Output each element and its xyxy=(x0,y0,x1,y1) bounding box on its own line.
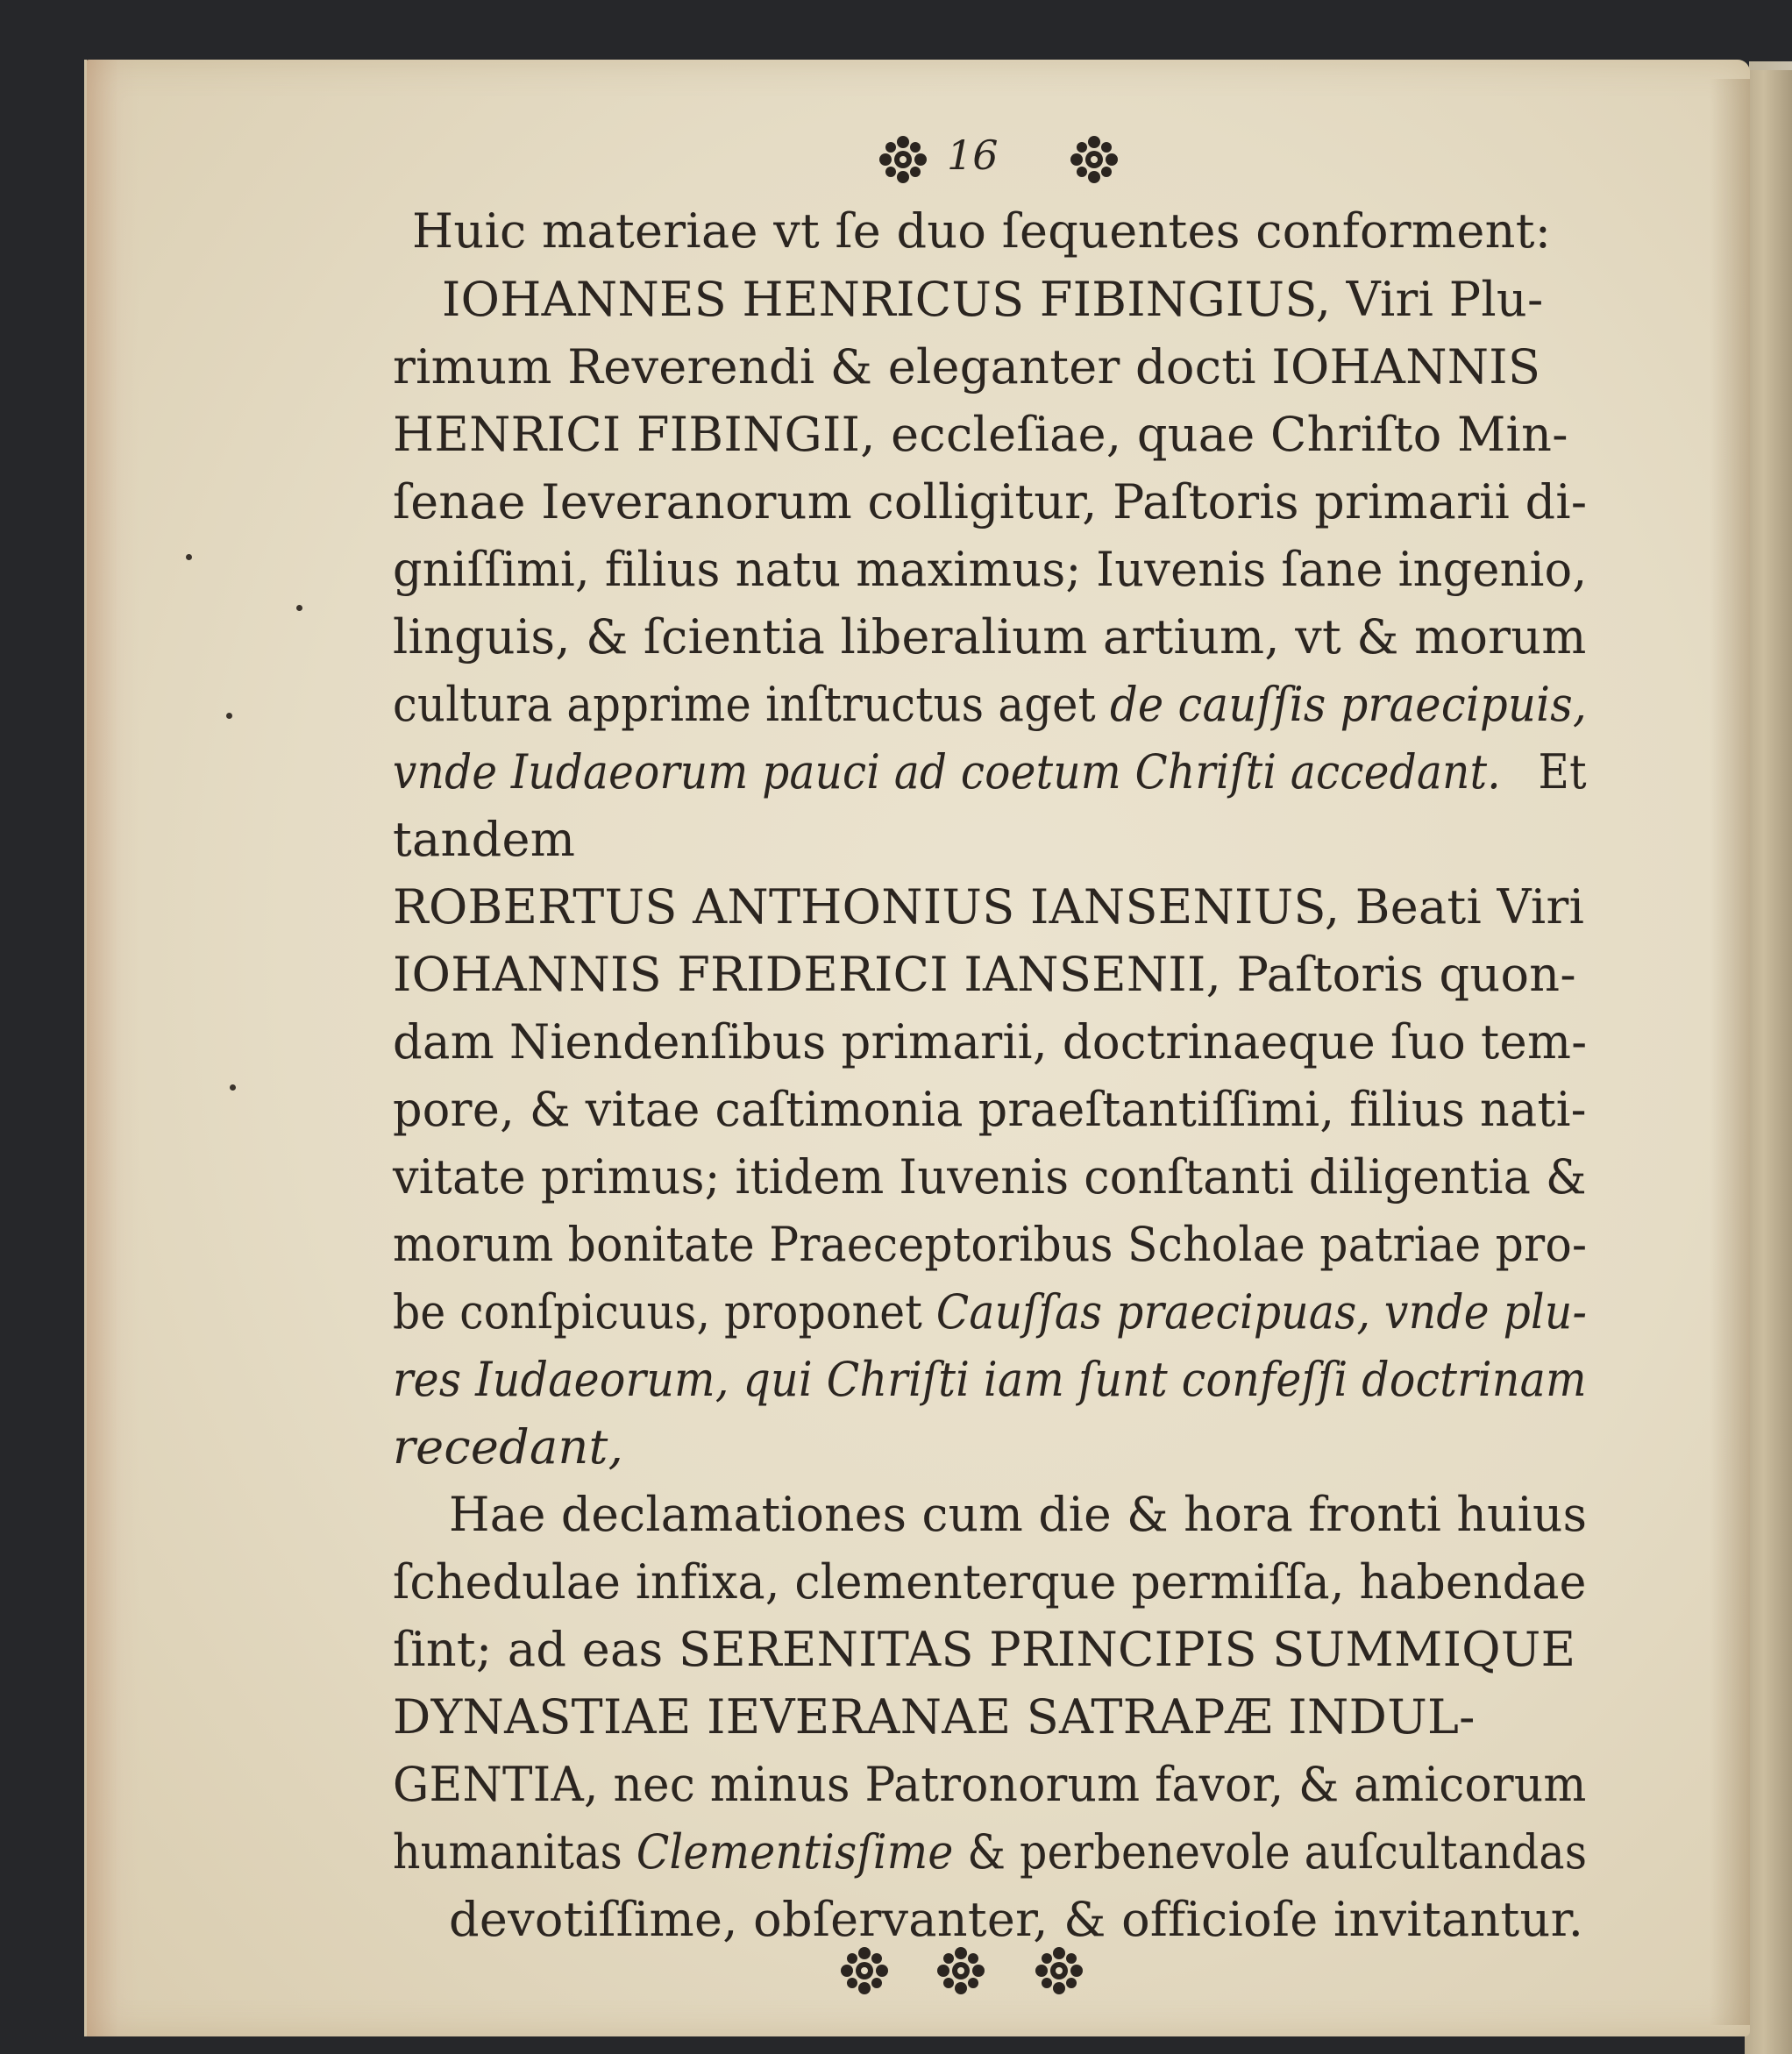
text-line: res Iudaeorum, qui Chriſti iam ſunt confeſſi doctrinam xyxy=(393,1352,1587,1407)
text-line: Hae declamationes cum die & hora fronti huius xyxy=(449,1487,1588,1542)
text-line: dam Niendenſibus primarii, doctrinaeque ſuo tem- xyxy=(393,1014,1588,1070)
text-line: vitate primus; itidem Iuvenis conſtanti diligentia & xyxy=(393,1149,1587,1205)
text-line: rimum Reverendi & eleganter docti IOHANNIS xyxy=(393,339,1541,394)
text-line: pore, & vitae caſtimonia praeſtantiſſimi, filius nati- xyxy=(393,1082,1587,1137)
text-span: cultura apprime inſtructus aget xyxy=(393,677,1096,732)
italic-span: de cauſſis praecipuis, xyxy=(1109,677,1588,732)
text-line: IOHANNIS FRIDERICI IANSENII, Paſtoris quon- xyxy=(393,947,1576,1002)
text-line: tandem xyxy=(393,812,576,867)
page-number: 16 xyxy=(947,131,999,179)
text-line: morum bonitate Praeceptoribus Scholae patriae pro- xyxy=(393,1217,1588,1272)
text-line: IOHANNES HENRICUS FIBINGIUS, Viri Plu- xyxy=(442,272,1544,327)
header-ornament-right-icon xyxy=(1070,135,1119,184)
text-line: Huic materiae vt ſe duo ſequentes conforment: xyxy=(412,203,1552,259)
text-line: ſchedulae infixa, clementerque permiſſa, habendae xyxy=(393,1554,1587,1610)
text-line: ROBERTUS ANTHONIUS IANSENIUS, Beati Viri xyxy=(393,879,1585,935)
margin-speck xyxy=(226,713,232,719)
page-right-edge xyxy=(1710,79,1750,2025)
text-line: ſenae Ieveranorum colligitur, Paſtoris primarii di- xyxy=(393,474,1588,529)
text-line: DYNASTIAE IEVERANAE SATRAPÆ INDUL- xyxy=(393,1689,1476,1745)
text-line xyxy=(393,1284,1587,1340)
footer-ornament-icon xyxy=(840,1946,889,1995)
text-line: recedant, xyxy=(393,1419,624,1475)
footer-ornament-icon xyxy=(936,1946,985,1995)
margin-speck xyxy=(296,605,302,611)
page-left-edge xyxy=(84,60,139,2036)
margin-speck xyxy=(186,554,192,560)
text-line xyxy=(393,677,1587,732)
italic-span: Clementisſime xyxy=(636,1824,954,1880)
text-span: & perbenevole auſcultandas xyxy=(967,1824,1588,1880)
margin-speck xyxy=(230,1084,236,1091)
text-line: ſint; ad eas SERENITAS PRINCIPIS SUMMIQUE xyxy=(393,1622,1576,1677)
text-line xyxy=(393,744,1587,800)
book-spine-strip xyxy=(1745,70,1792,2054)
header-ornament-left-icon xyxy=(878,135,928,184)
text-span: be conſpicuus, proponet xyxy=(393,1284,923,1340)
text-line: HENRICI FIBINGII, eccleſiae, quae Chriſto Min- xyxy=(393,407,1568,462)
footer-ornament-icon xyxy=(1035,1946,1084,1995)
text-line: gniſſimi, filius natu maximus; Iuvenis ſane ingenio, xyxy=(393,542,1588,597)
italic-span: Cauſſas praecipuas, vnde plu- xyxy=(935,1284,1588,1340)
text-span: Et xyxy=(1538,744,1587,800)
text-line xyxy=(393,1824,1587,1880)
text-span: humanitas xyxy=(393,1824,623,1880)
text-line: devotiſſime, obſervanter, & officioſe invitantur. xyxy=(449,1892,1584,1947)
text-line: GENTIA, nec minus Patronorum favor, & amicorum xyxy=(393,1757,1587,1812)
italic-span: vnde Iudaeorum pauci ad coetum Chriſti accedant. xyxy=(393,744,1501,800)
text-line: linguis, & ſcientia liberalium artium, vt & morum xyxy=(393,609,1587,665)
